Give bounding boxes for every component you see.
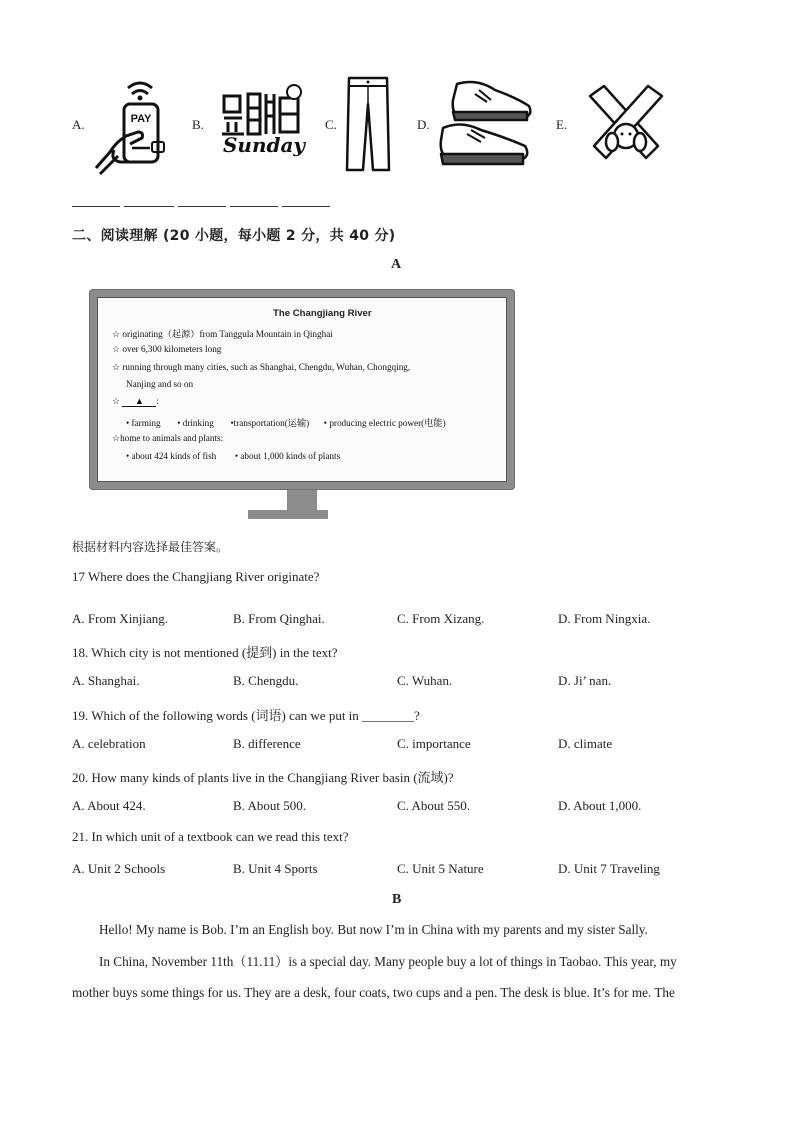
star-icon: ☆ [112, 329, 121, 339]
pay-label: PAY [130, 113, 152, 125]
answer-blank-1[interactable] [72, 206, 120, 207]
option-letter-a: A. [72, 117, 85, 132]
q21-option-a[interactable]: A. Unit 2 Schools [72, 861, 166, 876]
option-letter-d: D. [417, 117, 430, 132]
triangle-blank: ▲ [122, 397, 156, 407]
bullet-icon: • [323, 418, 328, 428]
star-icon: ☆ [112, 344, 121, 354]
fact-length: ☆ over 6,300 kilometers long [112, 344, 222, 354]
q21-option-c[interactable]: C. Unit 5 Nature [397, 861, 484, 876]
answer-blank-2[interactable] [124, 206, 174, 207]
q18-option-c[interactable]: C. Wuhan. [397, 673, 453, 688]
star-icon: ☆ [112, 396, 121, 406]
q18-option-d[interactable]: D. Ji’ nan. [558, 673, 612, 688]
option-letter-b: B. [192, 117, 204, 132]
screen-title: The Changjiang River [273, 308, 372, 319]
q17-option-d[interactable]: D. From Ningxia. [558, 611, 651, 626]
fact-cities: ☆ running through many cities, such as Shanghai, Chengdu, Wuhan, Chongqing, [112, 362, 411, 372]
sunday-lettering-icon [218, 82, 310, 162]
bullet-icon: • [126, 418, 130, 428]
passage-a-letter: A [391, 257, 402, 272]
instruction: 根据材料内容选择最佳答案。 [72, 540, 229, 554]
question-18-stem: 18. Which city is not mentioned (提到) in the text? [72, 645, 338, 660]
q19-option-b[interactable]: B. difference [233, 736, 301, 751]
q20-option-a[interactable]: A. About 424. [72, 798, 146, 813]
scarf-icon [584, 82, 668, 166]
fact-origin: ☆ originating（起源）from Tanggula Mountain in Qinghai [112, 329, 333, 339]
q17-option-b[interactable]: B. From Qinghai. [233, 611, 325, 626]
answer-blank-5[interactable] [282, 206, 330, 207]
option-letter-e: E. [556, 117, 568, 132]
svg-text:Sunday: Sunday [222, 133, 306, 157]
q21-option-d[interactable]: D. Unit 7 Traveling [558, 861, 660, 876]
passage-b-letter: B [392, 892, 402, 907]
q17-option-a[interactable]: A. From Xinjiang. [72, 611, 169, 626]
bullet-icon: • [177, 418, 181, 428]
q20-option-d[interactable]: D. About 1,000. [558, 798, 642, 813]
question-19-stem: 19. Which of the following words (词语) can we put in ________? [72, 708, 420, 723]
star-icon: ☆ [112, 362, 121, 372]
fact-blank: ☆ ▲ : [112, 396, 159, 406]
star-icon: ☆ [112, 433, 121, 443]
question-20-stem: 20. How many kinds of plants live in the Changjiang River basin (流域)? [72, 770, 454, 785]
q21-option-b[interactable]: B. Unit 4 Sports [233, 861, 318, 876]
shoes-icon [437, 76, 537, 172]
q17-option-c[interactable]: C. From Xizang. [397, 611, 485, 626]
q19-option-a[interactable]: A. celebration [72, 736, 146, 751]
q18-option-a[interactable]: A. Shanghai. [72, 673, 140, 688]
q19-option-c[interactable]: C. importance [397, 736, 471, 751]
habitat-list: • about 424 kinds of fish • about 1,000 kinds of plants [126, 451, 341, 461]
option-letter-c: C. [325, 117, 337, 132]
trousers-icon [343, 74, 393, 174]
passage-b-paragraph-1: Hello! My name is Bob. I’m an English boy. But now I’m in China with my parents and my sister Sally. [99, 922, 648, 937]
answer-blank-3[interactable] [178, 206, 226, 207]
question-17-stem: 17 Where does the Changjiang River originate? [72, 569, 320, 584]
bullet-icon: • [126, 451, 130, 461]
monitor-frame [89, 289, 515, 490]
answer-blank-4[interactable] [230, 206, 278, 207]
bullet-icon: • [234, 451, 239, 461]
monitor-screen [97, 297, 507, 482]
bullet-icon: • [230, 418, 234, 428]
monitor-base [248, 510, 328, 519]
section-heading: 二、阅读理解 (20 小题，每小题 2 分，共 40 分) [72, 228, 396, 244]
passage-b-paragraph-2-line-1: In China, November 11th（11.11）is a special day. Many people buy a lot of things in Taobao. This year, my [99, 954, 677, 969]
passage-b-paragraph-2-line-2: mother buys some things for us. They are a desk, four coats, two cups and a pen. The desk is blue. It’s for me. The [72, 985, 675, 1000]
q20-option-b[interactable]: B. About 500. [233, 798, 306, 813]
q19-option-d[interactable]: D. climate [558, 736, 613, 751]
phone-pay-icon [92, 76, 170, 176]
question-21-stem: 21. In which unit of a textbook can we read this text? [72, 829, 349, 844]
q18-option-b[interactable]: B. Chengdu. [233, 673, 299, 688]
uses-list: • farming • drinking •transportation(运输) • producing electric power(电能) [126, 418, 446, 428]
q20-option-c[interactable]: C. About 550. [397, 798, 470, 813]
monitor-neck [287, 490, 317, 512]
fact-habitat: ☆home to animals and plants: [112, 433, 224, 443]
fact-cities-cont: Nanjing and so on [126, 379, 194, 389]
